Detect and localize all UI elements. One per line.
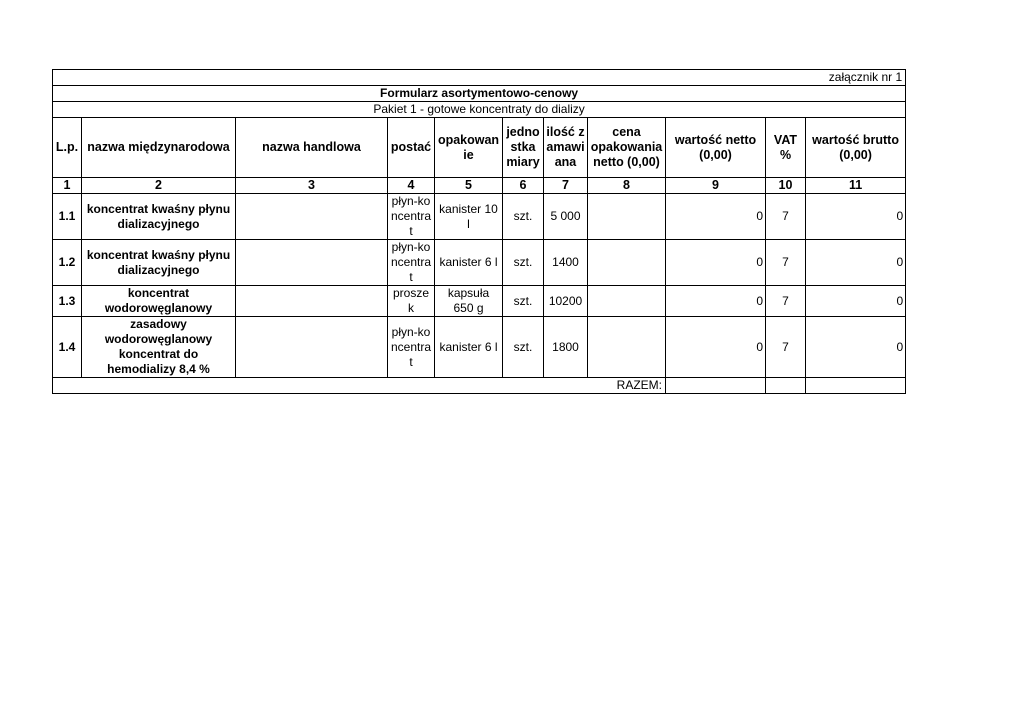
header-quantity: ilość zamawiana: [544, 118, 588, 178]
column-number: 7: [544, 178, 588, 194]
header-unit: jednostka miary: [503, 118, 544, 178]
column-number: 3: [236, 178, 388, 194]
row-trade-name: [236, 240, 388, 286]
row-lp: 1.2: [53, 240, 82, 286]
row-packaging: kapsuła 650 g: [435, 286, 503, 317]
header-form: postać: [388, 118, 435, 178]
row-packaging: kanister 6 l: [435, 317, 503, 378]
column-number: 11: [806, 178, 906, 194]
total-row: [53, 378, 906, 394]
row-vat: 7: [766, 317, 806, 378]
package-title: Pakiet 1 - gotowe koncentraty do dializy: [53, 102, 906, 118]
row-quantity: 10200: [544, 286, 588, 317]
row-unit: szt.: [503, 286, 544, 317]
column-number: 6: [503, 178, 544, 194]
price-form-table: [52, 69, 906, 394]
row-net-value: 0: [666, 317, 766, 378]
row-net-value: 0: [666, 286, 766, 317]
header-vat: VAT %: [766, 118, 806, 178]
row-packaging: kanister 6 l: [435, 240, 503, 286]
column-number: 8: [588, 178, 666, 194]
column-number: 9: [666, 178, 766, 194]
row-unit: szt.: [503, 240, 544, 286]
column-number: 10: [766, 178, 806, 194]
row-international-name: koncentrat kwaśny płynu dializacyjnego: [82, 194, 236, 240]
row-unit-price: [588, 194, 666, 240]
header-net-value: wartość netto (0,00): [666, 118, 766, 178]
row-unit: szt.: [503, 194, 544, 240]
row-trade-name: [236, 317, 388, 378]
row-form: proszek: [388, 286, 435, 317]
header-unit-price: cena opakowania netto (0,00): [588, 118, 666, 178]
row-lp: 1.4: [53, 317, 82, 378]
table-row: [53, 240, 906, 286]
row-packaging: kanister 10 l: [435, 194, 503, 240]
header-lp: L.p.: [53, 118, 82, 178]
form-title: Formularz asortymentowo-cenowy: [53, 86, 906, 102]
row-net-value: 0: [666, 240, 766, 286]
row-international-name: koncentrat kwaśny płynu dializacyjnego: [82, 240, 236, 286]
header-row: [53, 118, 906, 178]
row-gross-value: 0: [806, 194, 906, 240]
row-unit-price: [588, 286, 666, 317]
row-trade-name: [236, 286, 388, 317]
header-gross-value: wartość brutto (0,00): [806, 118, 906, 178]
column-number: 1: [53, 178, 82, 194]
row-vat: 7: [766, 286, 806, 317]
column-number: 2: [82, 178, 236, 194]
row-unit-price: [588, 240, 666, 286]
column-number: 5: [435, 178, 503, 194]
row-lp: 1.1: [53, 194, 82, 240]
row-unit: szt.: [503, 317, 544, 378]
row-form: płyn-koncentrat: [388, 317, 435, 378]
header-packaging: opakowanie: [435, 118, 503, 178]
total-net-value: [666, 378, 766, 394]
row-trade-name: [236, 194, 388, 240]
header-international-name: nazwa międzynarodowa: [82, 118, 236, 178]
table-row: [53, 317, 906, 378]
total-gross-value: [806, 378, 906, 394]
row-net-value: 0: [666, 194, 766, 240]
row-gross-value: 0: [806, 286, 906, 317]
table-row: [53, 194, 906, 240]
row-form: płyn-koncentrat: [388, 194, 435, 240]
column-number-row: [53, 178, 906, 194]
annex-label: załącznik nr 1: [53, 70, 906, 86]
table-row: [53, 286, 906, 317]
row-quantity: 5 000: [544, 194, 588, 240]
row-lp: 1.3: [53, 286, 82, 317]
row-gross-value: 0: [806, 240, 906, 286]
row-form: płyn-koncentrat: [388, 240, 435, 286]
row-unit-price: [588, 317, 666, 378]
total-vat: [766, 378, 806, 394]
row-international-name: zasadowy wodorowęglanowy koncentrat do hemodializy 8,4 %: [82, 317, 236, 378]
header-trade-name: nazwa handlowa: [236, 118, 388, 178]
total-label: RAZEM:: [53, 378, 666, 394]
row-vat: 7: [766, 240, 806, 286]
row-vat: 7: [766, 194, 806, 240]
column-number: 4: [388, 178, 435, 194]
row-international-name: koncentrat wodorowęglanowy: [82, 286, 236, 317]
row-quantity: 1800: [544, 317, 588, 378]
row-gross-value: 0: [806, 317, 906, 378]
row-quantity: 1400: [544, 240, 588, 286]
